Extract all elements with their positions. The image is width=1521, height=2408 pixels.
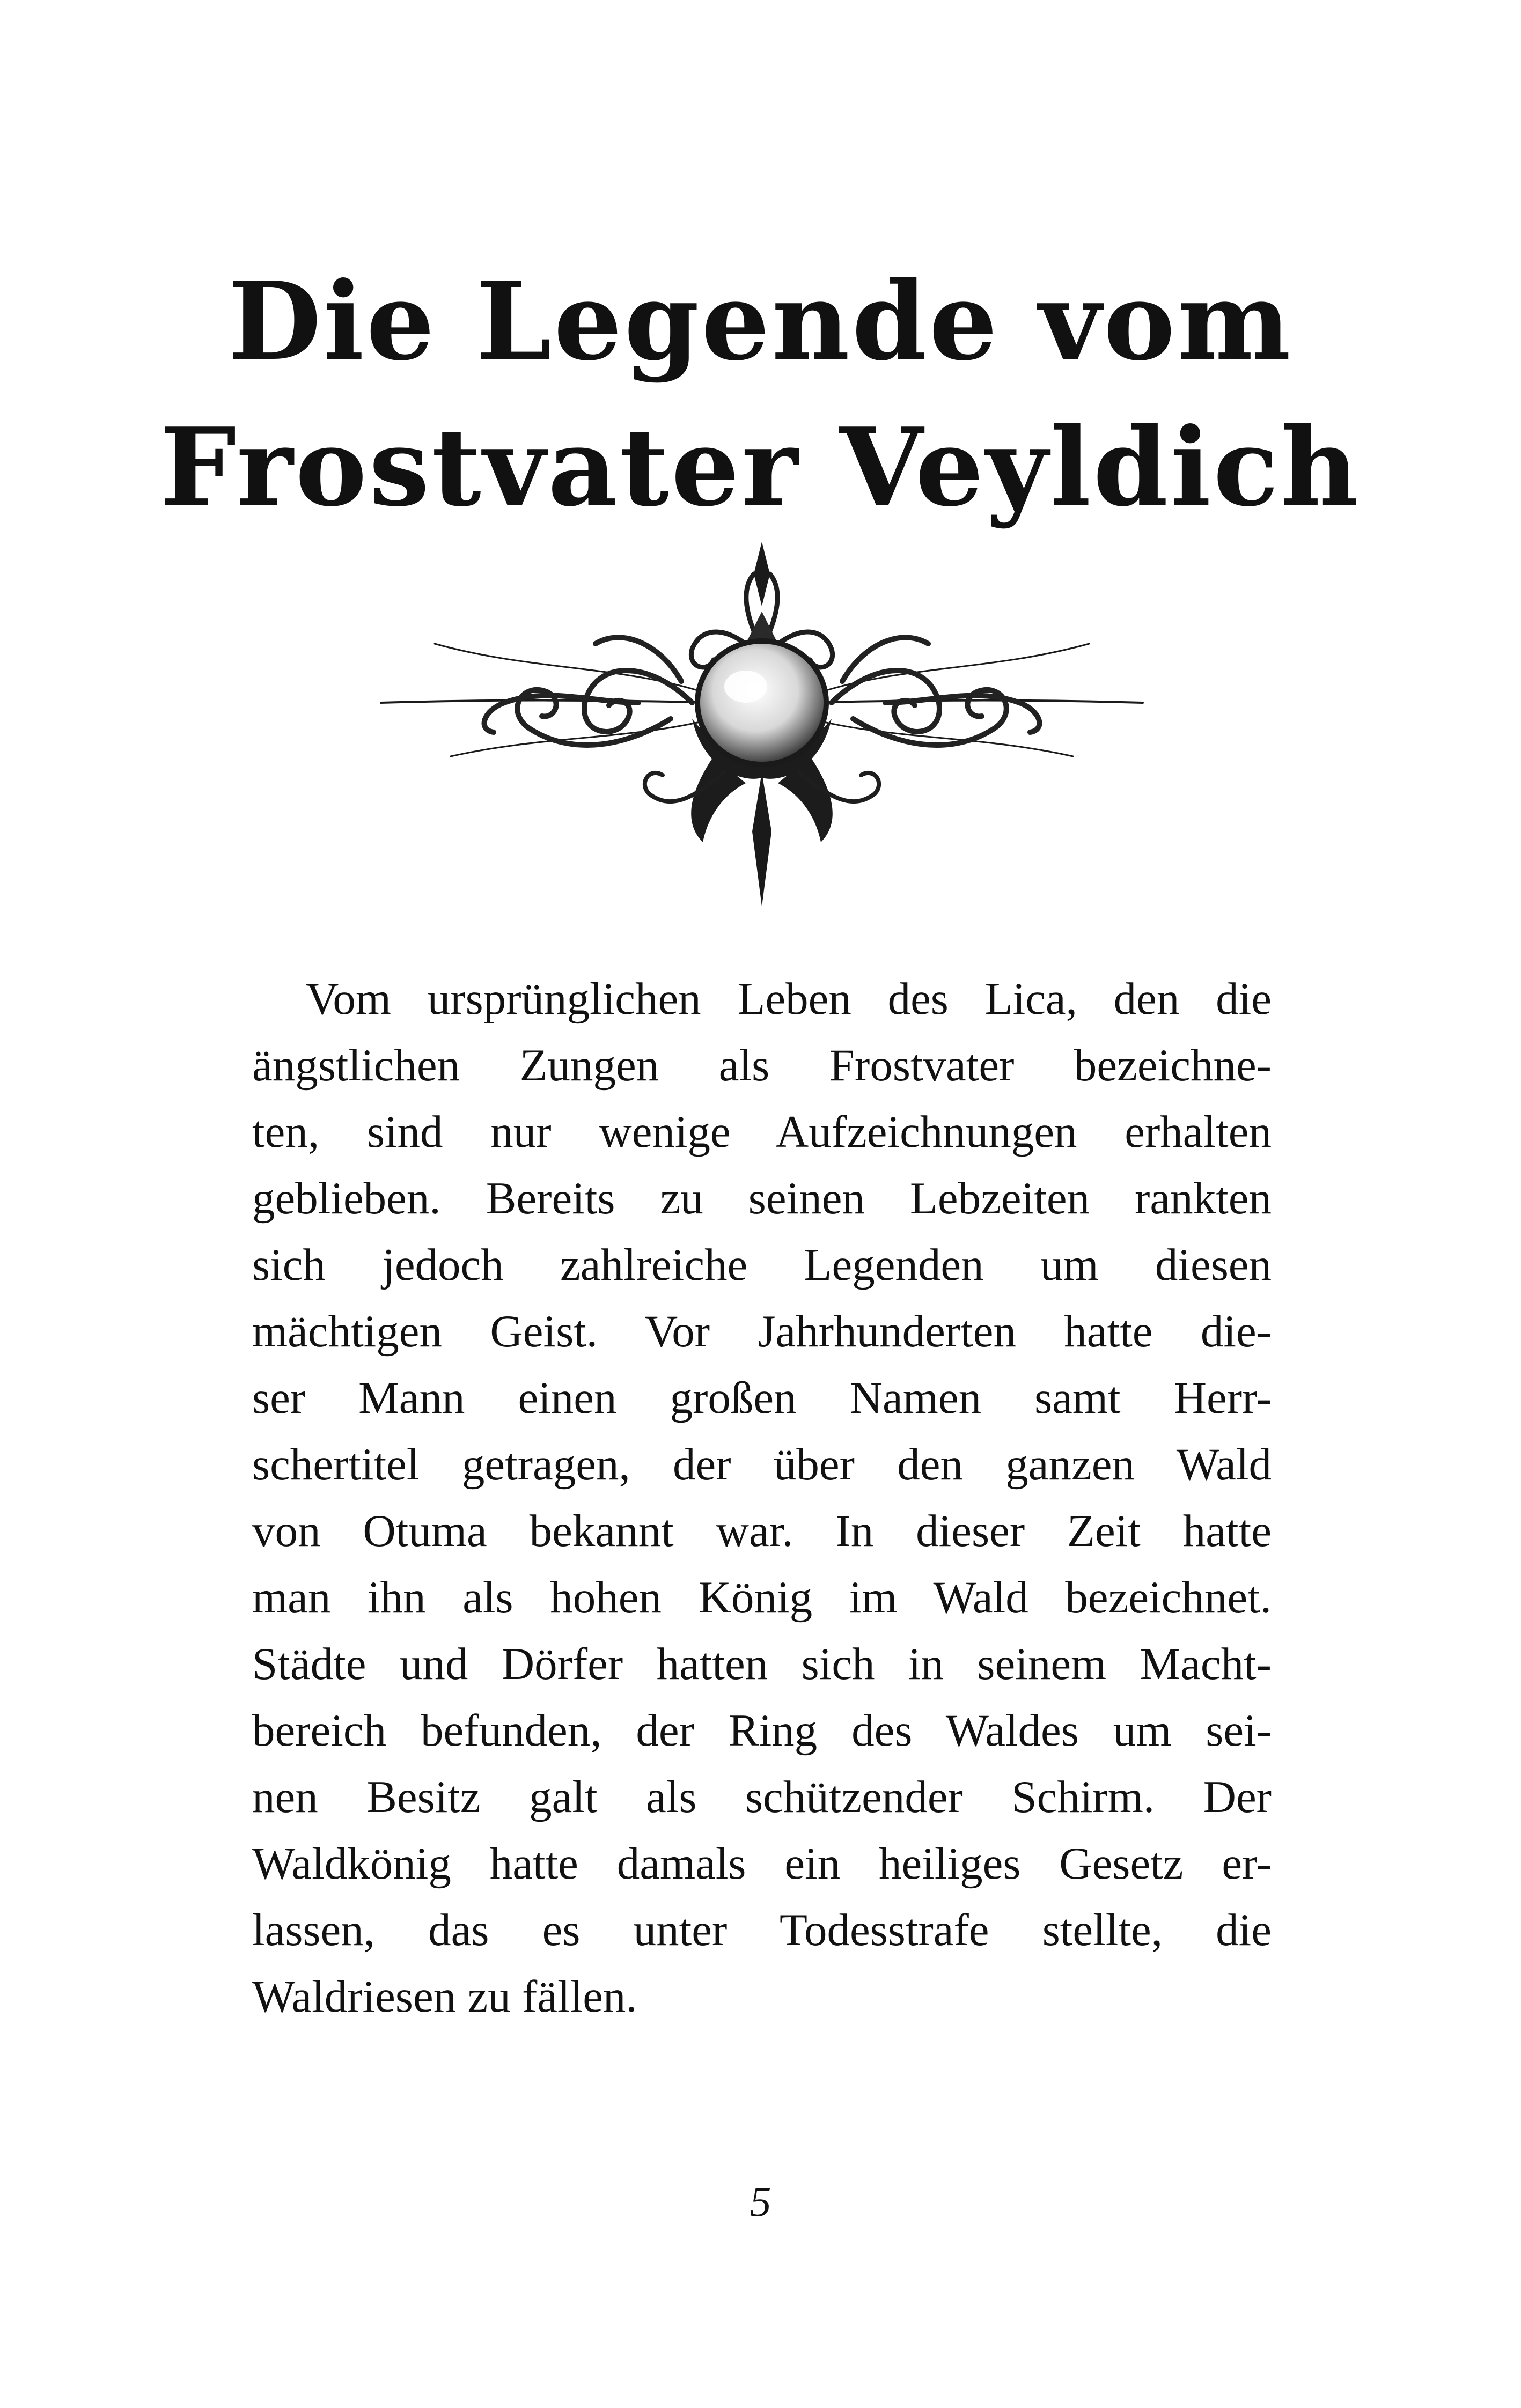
paragraph-line: Vom ursprünglichen Leben des Lica, den die — [306, 974, 1272, 1024]
paragraph-line: schertitel getragen, der über den ganzen Wald — [252, 1439, 1272, 1490]
page-number: 5 — [750, 2178, 771, 2226]
paragraph-line: sich jedoch zahlreiche Legenden um diesen — [252, 1240, 1272, 1290]
paragraph-line: von Otuma bekannt war. In dieser Zeit hatte — [252, 1506, 1272, 1556]
paragraph-line: ten, sind nur wenige Aufzeichnungen erhalten — [252, 1107, 1272, 1157]
paragraph-line: Städte und Dörfer hatten sich in seinem Macht- — [252, 1639, 1272, 1689]
chapter-title-line-2: Frostvater Veyldich — [160, 404, 1361, 531]
paragraph-line: mächtigen Geist. Vor Jahrhunderten hatte die- — [252, 1306, 1272, 1357]
paragraph-line: nen Besitz galt als schützender Schirm. Der — [252, 1772, 1272, 1822]
paragraph-line: geblieben. Bereits zu seinen Lebzeiten rankten — [252, 1173, 1272, 1224]
chapter-title-line-1: Die Legende vom — [228, 259, 1293, 385]
paragraph-line: ser Mann einen großen Namen samt Herr- — [252, 1373, 1272, 1423]
paragraph-line: bereich befunden, der Ring des Waldes um sei- — [252, 1705, 1272, 1756]
paragraph-line: Waldriesen zu fällen. — [252, 1971, 637, 2022]
paragraph-line: ängstlichen Zungen als Frostvater bezeichne- — [252, 1040, 1272, 1091]
gothic-scroll-ornament-icon — [370, 542, 1153, 907]
paragraph-line: man ihn als hohen König im Wald bezeichnet. — [252, 1572, 1272, 1623]
body-paragraph — [252, 966, 1272, 2030]
paragraph-line: Waldkönig hatte damals ein heiliges Gesetz er- — [252, 1838, 1272, 1889]
paragraph-line: lassen, das es unter Todesstrafe stellte, die — [252, 1905, 1272, 1955]
